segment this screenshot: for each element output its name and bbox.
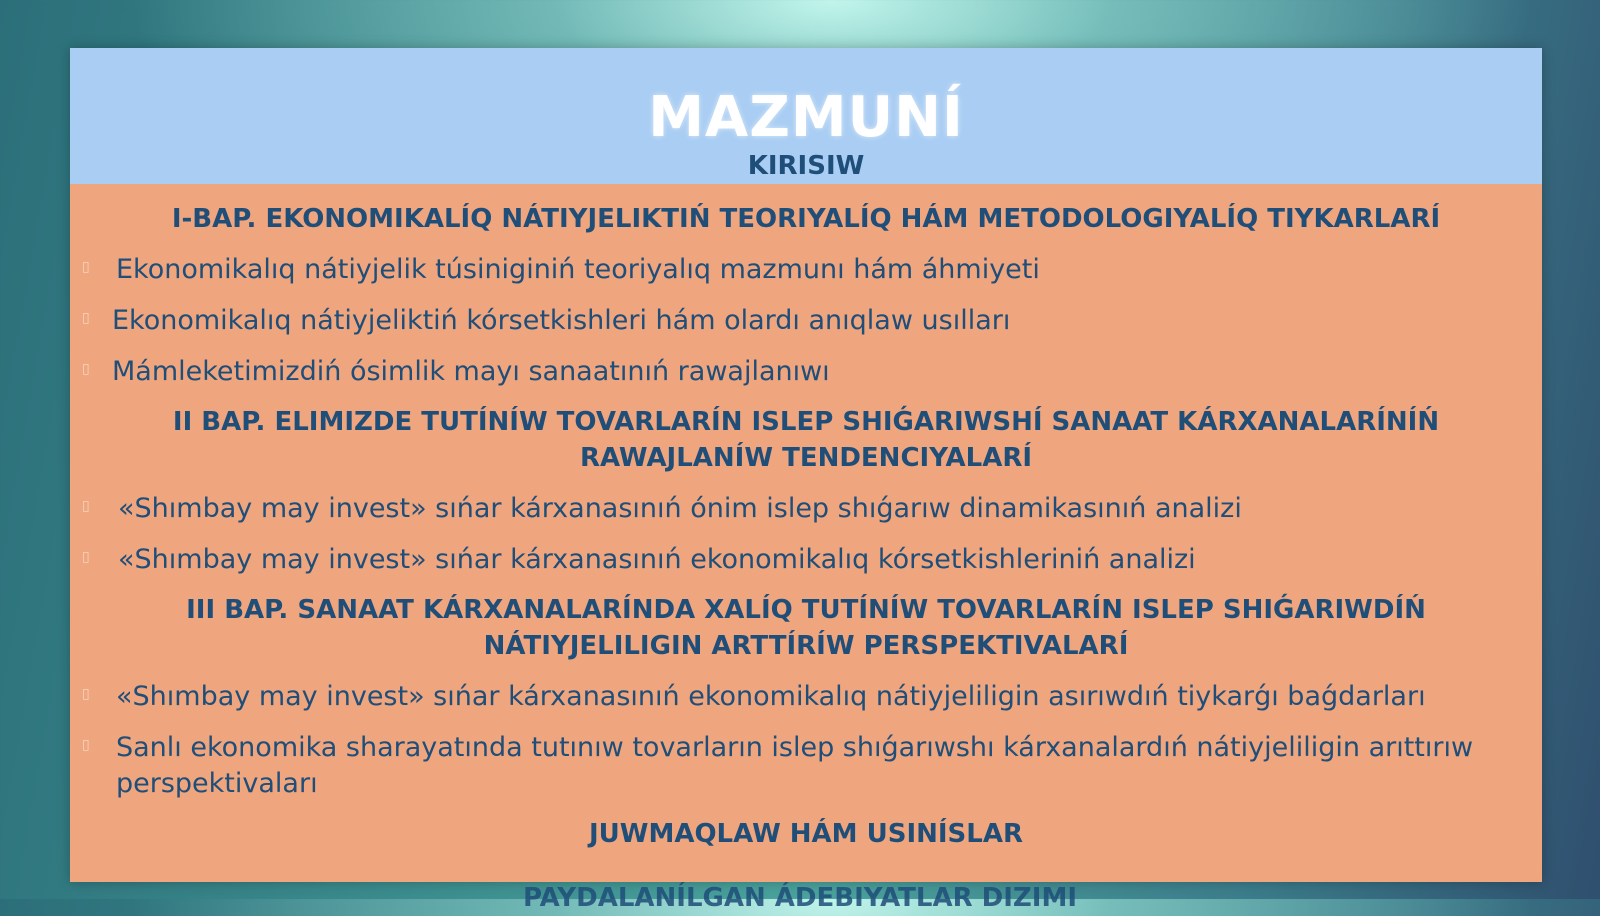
list-item-text: Sanlı ekonomika sharayatında tutınıw tovarların islep shıǵarıwshı kárxanalardıń nátiyjeliligin arıttırıw perspektivaları [116, 732, 1474, 799]
bullet-icon: ▯ [82, 737, 90, 753]
bullet-icon: ▯ [82, 686, 90, 702]
intro-heading: KIRISIW [747, 151, 865, 181]
title-banner [70, 48, 1542, 184]
conclusion-heading: JUWMAQLAW HÁM USINÍSLAR [588, 819, 1023, 849]
bullet-icon: ▯ [82, 549, 90, 565]
list-item-text: «Shımbay may invest» sıńar kárxanasınıń ónim islep shıǵarıw dinamikasınıń analizi [118, 493, 1242, 524]
slide [70, 48, 1542, 882]
chapter-2-heading: II BAP. ELIMIZDE TUTÍNÍW TOVARLARÍN ISLEP SHIǴARIWSHÍ SANAAT KÁRXANALARÍNÍŃ RAWAJLANÍW TENDENCIYALARÍ [172, 407, 1440, 473]
bullet-icon: ▯ [82, 361, 90, 377]
list-item [82, 542, 1532, 578]
list-item-text: «Shımbay may invest» sıńar kárxanasınıń ekonomikalıq kórsetkishleriniń analizi [118, 544, 1196, 575]
bullet-icon: ▯ [82, 259, 90, 275]
list-item-text: Mámleketimizdiń ósimlik mayı sanaatınıń rawajlanıwı [112, 356, 830, 387]
chapter-1-heading: I-BAP. EKONOMIKALÍQ NÁTIYJELIKTIŃ TEORIYALÍQ HÁM METODOLOGIYALÍQ TIYKARLARÍ [171, 204, 1441, 234]
list-item [82, 303, 1532, 339]
list-item-text: «Shımbay may invest» sıńar kárxanasınıń ekonomikalıq nátiyjeliligin asırıwdıń tiykarǵı baǵdarları [116, 681, 1426, 712]
list-item [82, 354, 1532, 390]
chapter-3-heading: III BAP. SANAAT KÁRXANALARÍNDA XALÍQ TUTÍNÍW TOVARLARÍN ISLEP SHIǴARIWDÍŃ NÁTIYJELILIGIN ARTTÍRÍW PERSPEKTIVALARÍ [186, 595, 1426, 661]
list-item-text: Ekonomikalıq nátiyjeliktiń kórsetkishleri hám olardı anıqlaw usılları [112, 305, 1011, 336]
slide-title: MAZMUNÍ [648, 85, 964, 150]
bullet-icon: ▯ [82, 498, 90, 514]
list-item-text: Ekonomikalıq nátiyjelik túsiniginiń teoriyalıq mazmunı hám áhmiyeti [116, 254, 1040, 285]
list-item [82, 730, 1532, 802]
references-heading: PAYDALANÍLGAN ÁDEBIYATLAR DIZIMI [522, 883, 1078, 913]
list-item [82, 252, 1532, 288]
list-item [82, 491, 1532, 527]
bullet-icon: ▯ [82, 310, 90, 326]
list-item [82, 679, 1532, 715]
